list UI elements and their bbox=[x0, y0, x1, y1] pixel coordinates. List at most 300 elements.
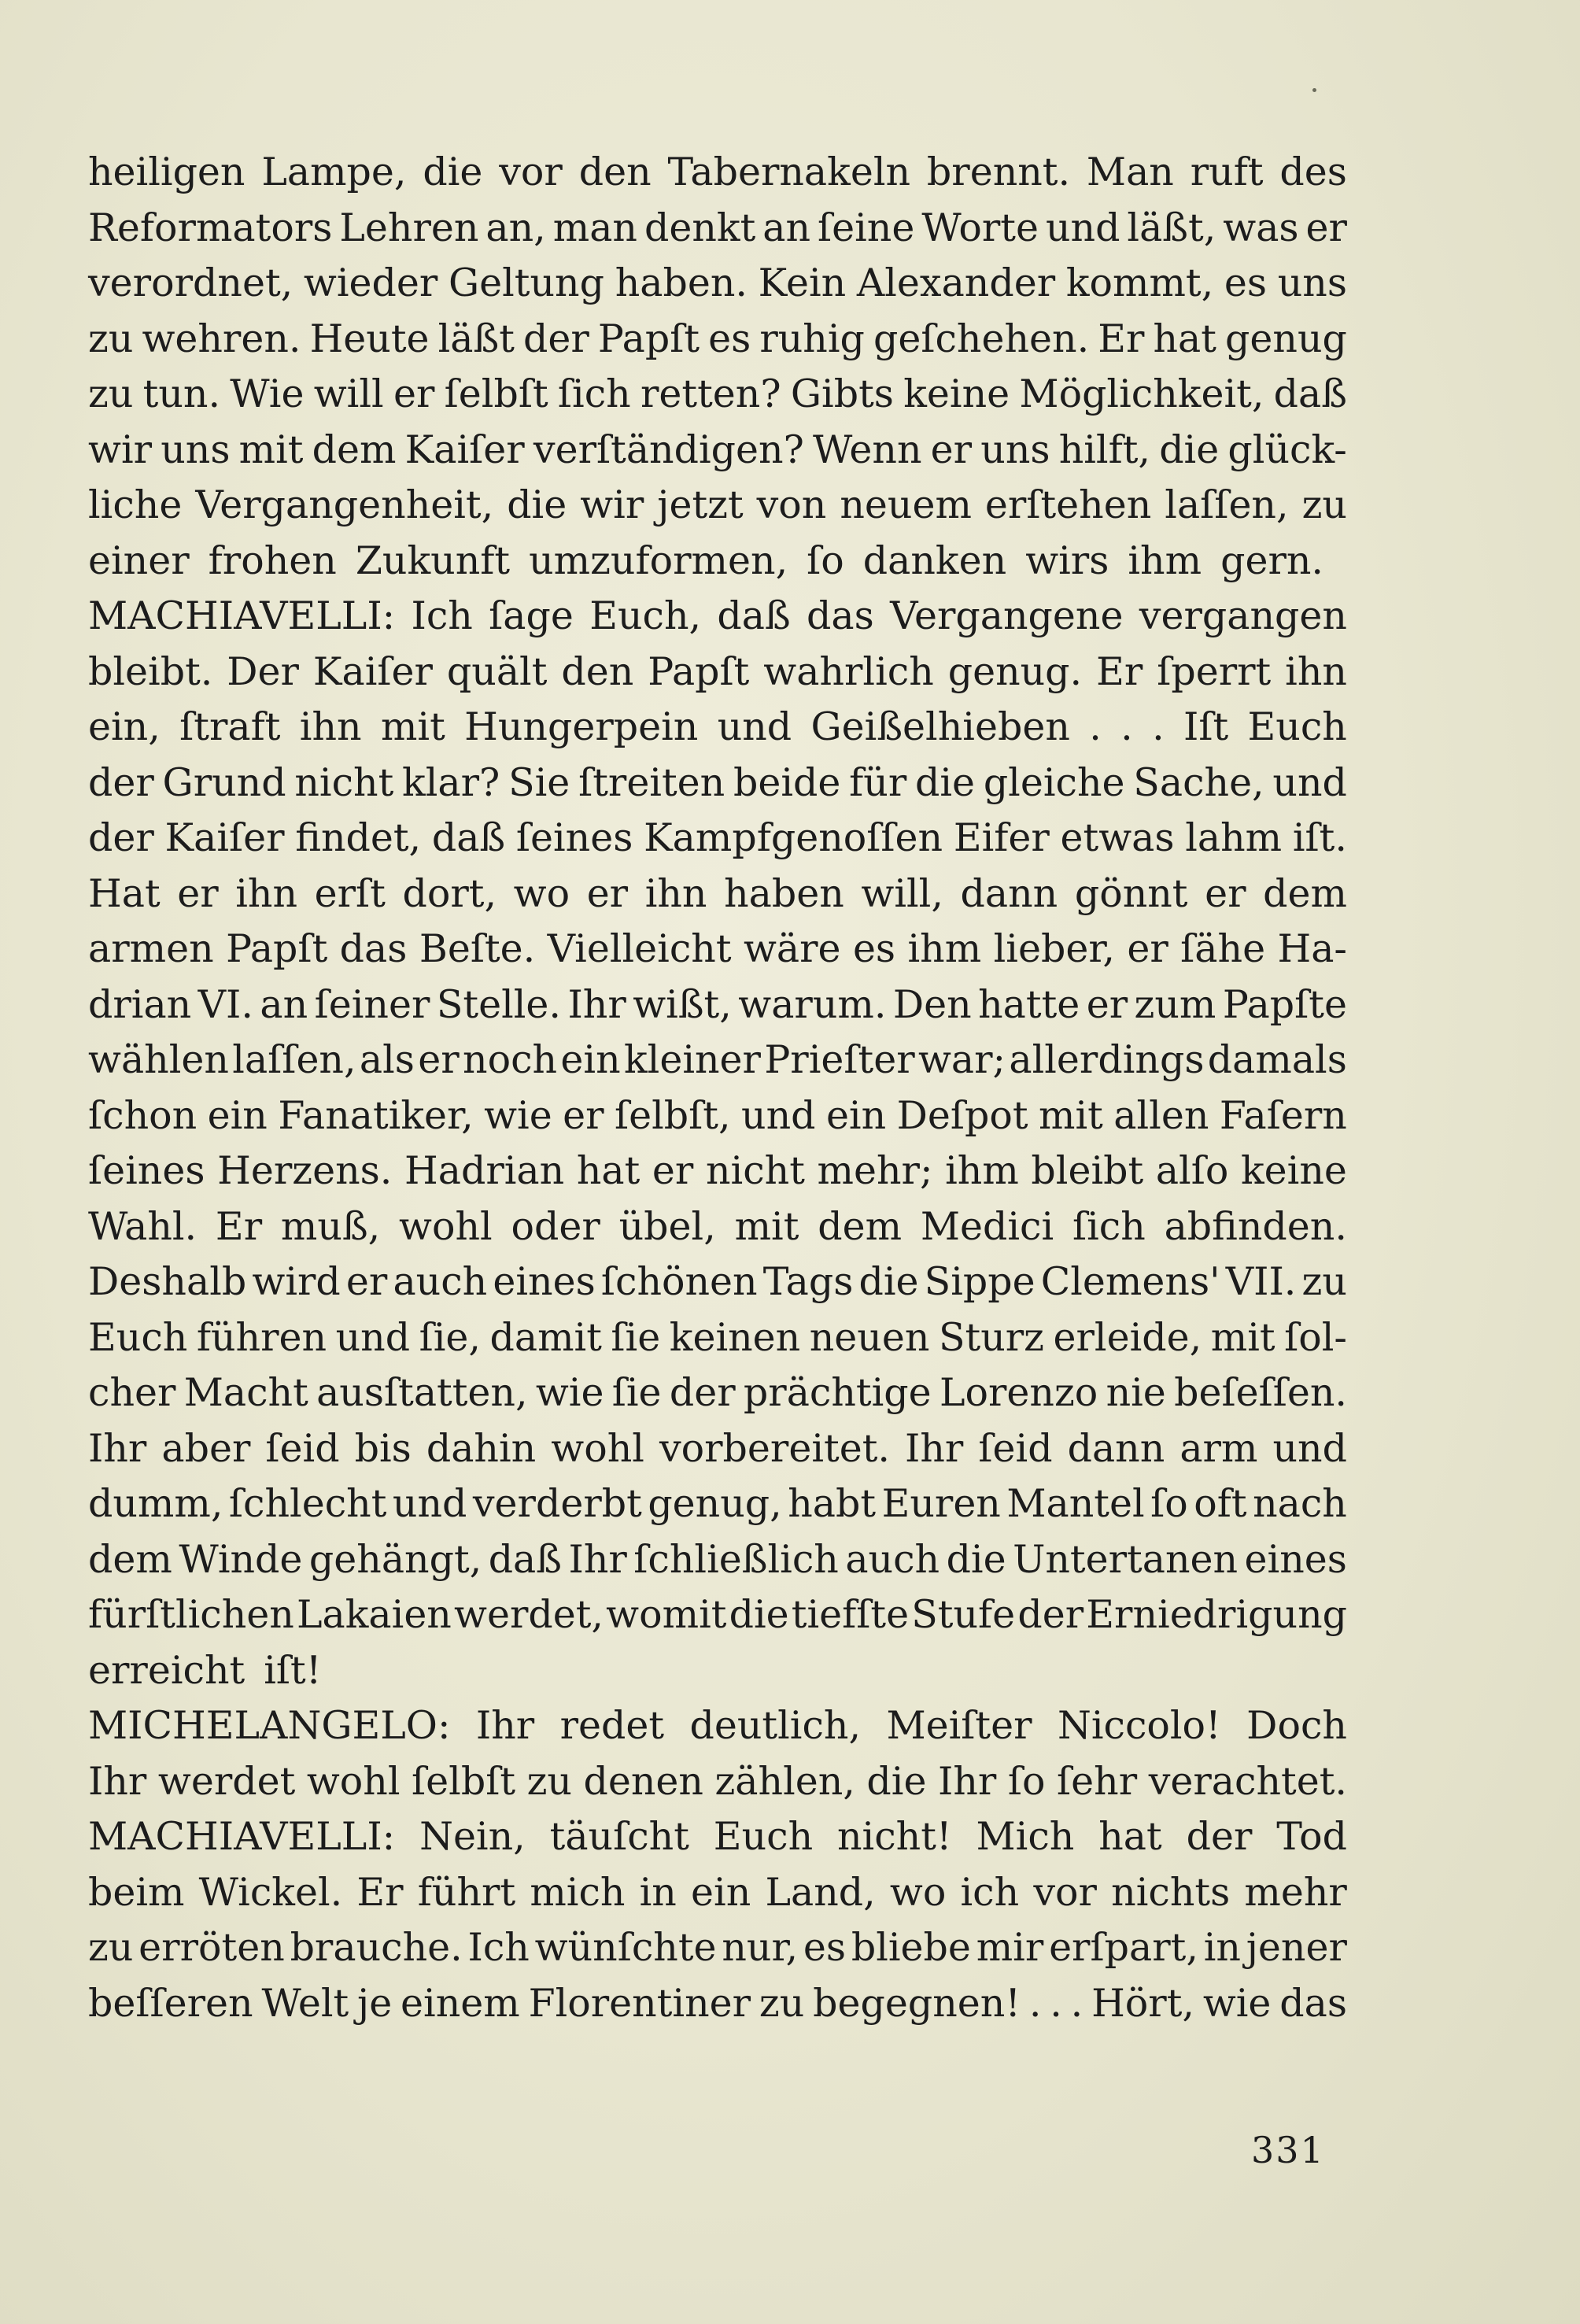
word: Ihr bbox=[905, 1425, 964, 1471]
word: alſo bbox=[1155, 1148, 1229, 1193]
word: das bbox=[339, 926, 408, 971]
word: Nein, bbox=[419, 1814, 526, 1859]
word: genug, bbox=[648, 1481, 782, 1526]
word: ſchönen bbox=[600, 1259, 758, 1304]
word: wohl bbox=[399, 1203, 493, 1249]
word: zu bbox=[1301, 1259, 1347, 1304]
word: und bbox=[1045, 205, 1120, 250]
word: genug bbox=[1225, 316, 1347, 361]
word: er bbox=[1305, 205, 1347, 250]
word: Medici bbox=[920, 1203, 1054, 1249]
word: bleibt bbox=[1031, 1148, 1144, 1193]
word: vergangen bbox=[1139, 593, 1347, 638]
word: allen bbox=[1113, 1092, 1209, 1138]
word: ihn bbox=[1285, 648, 1347, 694]
word: ruft bbox=[1190, 150, 1264, 194]
text-line bbox=[88, 1925, 1347, 1981]
paper-speck bbox=[1312, 88, 1316, 92]
word: der bbox=[1186, 1814, 1253, 1859]
word: denkt bbox=[644, 205, 756, 250]
word: zu bbox=[1301, 482, 1347, 527]
word: Sache, bbox=[1133, 759, 1264, 805]
word: Ihr bbox=[88, 1758, 147, 1804]
body-text bbox=[88, 150, 1347, 2036]
word: will, bbox=[861, 870, 943, 916]
word: drian bbox=[88, 981, 192, 1027]
word: . bbox=[1070, 1980, 1083, 2026]
word: der bbox=[88, 815, 154, 860]
word: brennt. bbox=[926, 150, 1071, 194]
word: Florentiner bbox=[528, 1980, 751, 2026]
word: er bbox=[1086, 981, 1128, 1027]
word: mehr; bbox=[817, 1148, 933, 1193]
word: denen bbox=[583, 1758, 703, 1804]
word: Den bbox=[892, 981, 972, 1027]
word: Vergangenheit, bbox=[195, 482, 494, 527]
word: ein bbox=[207, 1092, 268, 1138]
word: er bbox=[1205, 870, 1246, 916]
word: beim bbox=[88, 1869, 185, 1915]
word: Ihr bbox=[88, 1425, 147, 1471]
word: wehren. bbox=[142, 316, 301, 361]
word: Ihr bbox=[567, 981, 626, 1027]
word: Euch bbox=[713, 1814, 814, 1859]
word: Tod bbox=[1276, 1814, 1347, 1859]
word: dahin bbox=[426, 1425, 537, 1471]
word: hat bbox=[576, 1148, 640, 1193]
word: deutlich, bbox=[689, 1703, 862, 1748]
word: gern. bbox=[1220, 538, 1323, 583]
word: Hat bbox=[88, 870, 161, 916]
word: haben bbox=[724, 870, 844, 916]
word: der bbox=[88, 759, 154, 805]
word: des bbox=[1279, 150, 1347, 194]
text-line bbox=[88, 1037, 1347, 1093]
word: dumm, bbox=[88, 1481, 223, 1526]
word: mit bbox=[380, 704, 445, 749]
text-line bbox=[88, 1870, 1347, 1926]
word: frohen bbox=[208, 538, 337, 583]
word: wie bbox=[535, 1370, 604, 1415]
word: tiefſte bbox=[791, 1592, 910, 1637]
word: als bbox=[359, 1037, 415, 1082]
word: Alexander bbox=[856, 260, 1056, 305]
word: Wie bbox=[230, 371, 305, 416]
word: verordnet, bbox=[88, 260, 293, 305]
text-line bbox=[88, 150, 1347, 205]
text-line bbox=[88, 1648, 1347, 1704]
word: Ich bbox=[411, 593, 473, 638]
word: Erniedrigung bbox=[1086, 1592, 1347, 1637]
word: der bbox=[1017, 1592, 1084, 1637]
word: nicht bbox=[294, 759, 394, 805]
word: Papſt bbox=[597, 316, 700, 361]
text-line bbox=[88, 1259, 1347, 1315]
word: Eifer bbox=[953, 815, 1050, 860]
word: tun. bbox=[142, 371, 221, 416]
word: nichts bbox=[1111, 1869, 1231, 1915]
word: Welt bbox=[261, 1980, 349, 2026]
word: wahrlich bbox=[763, 648, 934, 694]
word: laſſen, bbox=[232, 1037, 356, 1082]
word: verderbt bbox=[472, 1481, 642, 1526]
word: lahm bbox=[1185, 815, 1283, 860]
word: wir bbox=[580, 482, 644, 527]
word: keine bbox=[903, 371, 1010, 416]
word: beſſeren bbox=[88, 1980, 253, 2026]
word: man bbox=[552, 205, 637, 250]
word: ihn bbox=[299, 704, 362, 749]
word: ein, bbox=[88, 704, 161, 749]
word: Niccolo! bbox=[1057, 1703, 1221, 1748]
word: retten? bbox=[640, 371, 781, 416]
word: war; bbox=[917, 1037, 1006, 1082]
word: ſtreiten bbox=[578, 759, 725, 805]
word: warum. bbox=[738, 981, 887, 1027]
word: wir bbox=[88, 427, 153, 472]
word: dort, bbox=[402, 870, 497, 916]
word: prächtige bbox=[743, 1370, 932, 1415]
word: geſchehen. bbox=[873, 316, 1090, 361]
word: gönnt bbox=[1074, 870, 1188, 916]
word: für bbox=[849, 759, 907, 805]
word: mir bbox=[976, 1925, 1044, 1970]
word: beſeſſen. bbox=[1174, 1370, 1347, 1415]
page-number: 331 bbox=[1251, 2129, 1325, 2171]
word: die bbox=[423, 150, 483, 194]
word: vor bbox=[499, 150, 563, 194]
word: Er bbox=[356, 1869, 404, 1915]
word: Er bbox=[215, 1203, 263, 1249]
word: Möglichkeit, bbox=[1019, 371, 1264, 416]
word: ſeine bbox=[817, 205, 915, 250]
text-line bbox=[88, 1370, 1347, 1426]
word: Iſt bbox=[1183, 704, 1229, 749]
text-line bbox=[88, 260, 1347, 316]
word: verachtet. bbox=[1148, 1758, 1347, 1804]
word: iſt. bbox=[1292, 815, 1347, 860]
word: haben. bbox=[615, 260, 748, 305]
word: uns bbox=[1277, 260, 1347, 305]
word: dem bbox=[818, 1203, 903, 1249]
word: fürſtlichen bbox=[88, 1592, 294, 1637]
word: uns bbox=[980, 427, 1050, 472]
word: Papſte bbox=[1222, 981, 1347, 1027]
word: MACHIAVELLI: bbox=[88, 1814, 396, 1859]
word: damit bbox=[489, 1314, 602, 1360]
word: ſeines bbox=[515, 815, 633, 860]
word: und bbox=[717, 704, 792, 749]
word: bleibt. bbox=[88, 648, 213, 694]
word: daß bbox=[488, 1536, 562, 1582]
word: heiligen bbox=[88, 150, 245, 194]
word: es bbox=[1224, 260, 1268, 305]
word: dem bbox=[1263, 870, 1347, 916]
word: ſähe bbox=[1180, 926, 1266, 971]
word: Ihr bbox=[475, 1703, 535, 1748]
word: gehängt, bbox=[308, 1536, 482, 1582]
text-line bbox=[88, 704, 1347, 760]
word: mit bbox=[1210, 1314, 1275, 1360]
word: an, bbox=[485, 205, 546, 250]
word: Kaiſer bbox=[312, 648, 433, 694]
word: . bbox=[1152, 704, 1165, 749]
word: zu bbox=[88, 371, 134, 416]
word: nur, bbox=[722, 1925, 799, 1970]
text-line bbox=[88, 593, 1347, 649]
word: armen bbox=[88, 926, 214, 971]
text-line bbox=[88, 649, 1347, 705]
word: ſelbſt bbox=[444, 371, 548, 416]
word: mit bbox=[734, 1203, 799, 1249]
word: glück- bbox=[1227, 427, 1347, 472]
word: genug. bbox=[947, 648, 1083, 694]
word: wird bbox=[252, 1259, 341, 1304]
word: Stufe bbox=[911, 1592, 1016, 1637]
word: wieder bbox=[303, 260, 438, 305]
word: wie bbox=[484, 1092, 552, 1138]
word: neuen bbox=[809, 1314, 930, 1360]
word: führt bbox=[417, 1869, 516, 1915]
word: zu bbox=[88, 316, 134, 361]
word: . bbox=[1089, 704, 1102, 749]
text-line bbox=[88, 1981, 1347, 2037]
word: ein bbox=[691, 1869, 751, 1915]
word: Land, bbox=[765, 1869, 876, 1915]
word: etwas bbox=[1060, 815, 1175, 860]
word: läßt bbox=[437, 316, 515, 361]
word: mit bbox=[1039, 1092, 1103, 1138]
word: . bbox=[1050, 1980, 1062, 2026]
word: ſeiner bbox=[314, 981, 430, 1027]
word: lieber, bbox=[993, 926, 1115, 971]
text-line bbox=[88, 815, 1347, 871]
word: laſſen, bbox=[1165, 482, 1289, 527]
word: er bbox=[1127, 926, 1168, 971]
word: den bbox=[578, 150, 652, 194]
word: eines bbox=[493, 1259, 596, 1304]
word: der bbox=[522, 316, 589, 361]
word: und bbox=[392, 1481, 467, 1526]
word: das bbox=[807, 593, 874, 638]
word: hilft, bbox=[1058, 427, 1151, 472]
word: wohl bbox=[551, 1425, 644, 1471]
word: führen bbox=[196, 1314, 327, 1360]
word: Meiſter bbox=[886, 1703, 1032, 1748]
word: vor bbox=[1033, 1869, 1097, 1915]
word: Kein bbox=[758, 260, 847, 305]
word: klar? bbox=[402, 759, 500, 805]
word: ſage bbox=[489, 593, 574, 638]
word: verſtändigen? bbox=[533, 427, 804, 472]
text-line bbox=[88, 1204, 1347, 1260]
word: damals bbox=[1207, 1037, 1347, 1082]
text-line bbox=[88, 538, 1347, 594]
word: ein bbox=[560, 1037, 621, 1082]
word: ſeines bbox=[88, 1148, 205, 1193]
word: Lorenzo bbox=[939, 1370, 1098, 1415]
word: Geltung bbox=[449, 260, 604, 305]
word: abfinden. bbox=[1164, 1203, 1347, 1249]
word: Untertanen bbox=[1013, 1536, 1239, 1582]
word: der bbox=[669, 1370, 736, 1415]
text-line bbox=[88, 316, 1347, 372]
word: die bbox=[866, 1758, 927, 1804]
word: wünſchte bbox=[534, 1925, 717, 1970]
word: wißt, bbox=[633, 981, 732, 1027]
word: Lakaien bbox=[296, 1592, 452, 1637]
text-line bbox=[88, 926, 1347, 982]
word: MACHIAVELLI: bbox=[88, 593, 396, 638]
word: Hört, bbox=[1091, 1980, 1194, 2026]
word: womit bbox=[606, 1592, 727, 1637]
word: Doch bbox=[1246, 1703, 1347, 1748]
word: Mich bbox=[976, 1814, 1075, 1859]
word: je bbox=[357, 1980, 393, 2026]
word: ſelbſt bbox=[412, 1758, 516, 1804]
word: die bbox=[946, 1536, 1006, 1582]
text-line bbox=[88, 760, 1347, 816]
word: Deshalb bbox=[88, 1259, 247, 1304]
word: die bbox=[507, 482, 567, 527]
text-line bbox=[88, 1426, 1347, 1482]
word: aber bbox=[161, 1425, 251, 1471]
word: und bbox=[335, 1314, 411, 1360]
word: erſt bbox=[314, 870, 386, 916]
word: auch bbox=[845, 1536, 940, 1582]
word: mehr bbox=[1244, 1869, 1347, 1915]
word: keine bbox=[1240, 1148, 1347, 1193]
word: kleiner bbox=[623, 1037, 761, 1082]
word: erröten bbox=[138, 1925, 285, 1970]
word: einer bbox=[88, 538, 190, 583]
word: das bbox=[1279, 1980, 1347, 2026]
word: ſchon bbox=[88, 1092, 198, 1138]
word: bis bbox=[354, 1425, 412, 1471]
word: Zukunft bbox=[355, 538, 511, 583]
word: dann bbox=[1067, 1425, 1165, 1471]
word: hat bbox=[1098, 1814, 1162, 1859]
word: erſtehen bbox=[984, 482, 1152, 527]
word: Grund bbox=[162, 759, 286, 805]
word: oft bbox=[1194, 1481, 1247, 1526]
word: Winde bbox=[179, 1536, 303, 1582]
word: Kaiſer bbox=[164, 815, 285, 860]
word: . bbox=[1028, 1980, 1042, 2026]
word: wie bbox=[1202, 1980, 1272, 2026]
word: liche bbox=[88, 482, 183, 527]
word: und bbox=[1272, 759, 1347, 805]
text-line bbox=[88, 1592, 1347, 1648]
text-line bbox=[88, 1093, 1347, 1149]
word: cher bbox=[88, 1370, 176, 1415]
word: ſeid bbox=[978, 1425, 1053, 1471]
word: es bbox=[852, 926, 896, 971]
word: wohl bbox=[306, 1758, 401, 1804]
word: übel, bbox=[618, 1203, 716, 1249]
word: neuem bbox=[840, 482, 972, 527]
word: brauche. bbox=[290, 1925, 463, 1970]
word: er bbox=[930, 427, 973, 472]
text-line bbox=[88, 982, 1347, 1038]
word: vorbereitet. bbox=[659, 1425, 890, 1471]
word: ihn bbox=[235, 870, 298, 916]
word: und bbox=[1272, 1425, 1347, 1471]
word: er bbox=[418, 1037, 460, 1082]
word: Fanatiker, bbox=[278, 1092, 474, 1138]
word: daß bbox=[1273, 371, 1347, 416]
word: ruhig bbox=[759, 316, 865, 361]
word: zu bbox=[759, 1980, 805, 2026]
word: jener bbox=[1246, 1925, 1347, 1970]
word: er bbox=[586, 870, 629, 916]
word: zum bbox=[1134, 981, 1216, 1027]
word: Sie bbox=[508, 759, 570, 805]
word: Ich bbox=[467, 1925, 530, 1970]
word: muß, bbox=[280, 1203, 381, 1249]
word: Sippe bbox=[924, 1259, 1035, 1304]
word: Stelle. bbox=[436, 981, 562, 1027]
word: will bbox=[313, 371, 384, 416]
word: Wickel. bbox=[198, 1869, 343, 1915]
word: in bbox=[639, 1869, 677, 1915]
word: erreicht bbox=[88, 1647, 245, 1693]
word: danken bbox=[862, 538, 1007, 583]
word: ſeid bbox=[265, 1425, 340, 1471]
word: noch bbox=[463, 1037, 558, 1082]
word: Man bbox=[1086, 150, 1174, 194]
word: Ha- bbox=[1277, 926, 1347, 971]
word: ihm bbox=[907, 926, 982, 971]
word: ſie bbox=[611, 1370, 662, 1415]
word: den bbox=[561, 648, 634, 694]
word: nicht! bbox=[837, 1814, 952, 1859]
word: hat bbox=[1153, 316, 1216, 361]
word: uns bbox=[161, 427, 231, 472]
word: bliebe bbox=[851, 1925, 971, 1970]
word: einem bbox=[401, 1980, 520, 2026]
word: findet, bbox=[295, 815, 422, 860]
word: ihm bbox=[945, 1148, 1019, 1193]
word: redet bbox=[559, 1703, 665, 1748]
word: wo bbox=[513, 870, 570, 916]
word: Papſt bbox=[648, 648, 750, 694]
word: ſchließlich bbox=[633, 1536, 839, 1582]
word: Er bbox=[1098, 316, 1145, 361]
word: es bbox=[708, 316, 751, 361]
word: Gibts bbox=[790, 371, 894, 416]
text-line bbox=[88, 1315, 1347, 1371]
word: Ihr bbox=[568, 1536, 627, 1582]
word: die bbox=[729, 1592, 789, 1637]
word: Macht bbox=[183, 1370, 308, 1415]
word: werdet, bbox=[454, 1592, 604, 1637]
text-line bbox=[88, 205, 1347, 261]
word: wirs bbox=[1025, 538, 1109, 583]
word: ihn bbox=[644, 870, 707, 916]
word: Er bbox=[1096, 648, 1143, 694]
word: Vergangene bbox=[890, 593, 1124, 638]
word: umzuformen, bbox=[529, 538, 788, 583]
word: Heute bbox=[309, 316, 430, 361]
word: ausſtatten, bbox=[316, 1370, 528, 1415]
word: ſich bbox=[1072, 1203, 1146, 1249]
word: Geißelhieben bbox=[810, 704, 1070, 749]
word: erſpart, bbox=[1049, 1925, 1198, 1970]
word: wo bbox=[889, 1869, 947, 1915]
word: arm bbox=[1179, 1425, 1258, 1471]
word: beide bbox=[733, 759, 841, 805]
